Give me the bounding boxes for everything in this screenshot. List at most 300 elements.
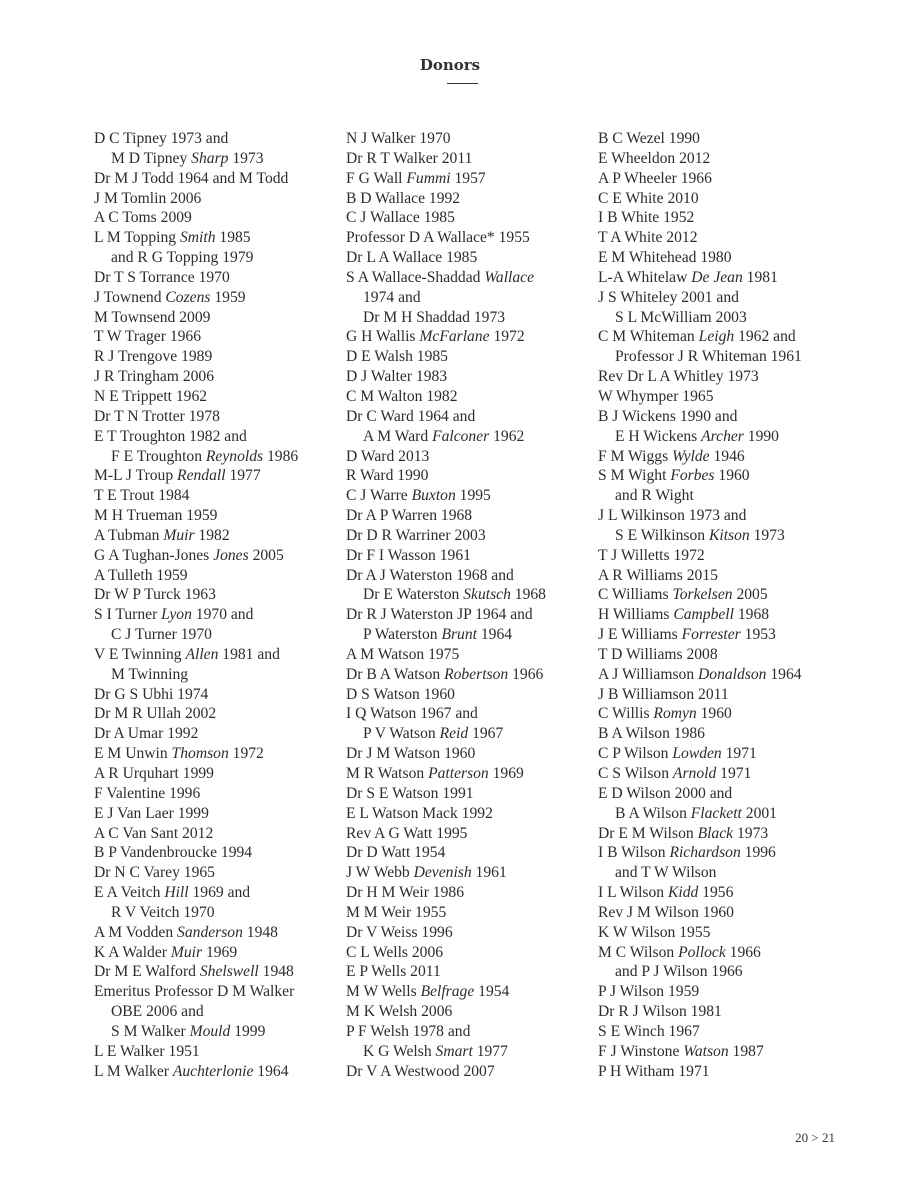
donor-entry bbox=[598, 645, 802, 665]
maiden-name: Brunt bbox=[441, 626, 477, 644]
donor-text: J R Tringham 2006 bbox=[94, 368, 215, 386]
donor-entry bbox=[94, 784, 298, 804]
donor-text: E H Wickens bbox=[615, 427, 702, 445]
donor-entry bbox=[346, 407, 546, 427]
maiden-name: Muir bbox=[170, 943, 203, 961]
maiden-name: Richardson bbox=[669, 844, 741, 862]
donor-text: 1969 bbox=[488, 765, 524, 782]
maiden-name: Robertson bbox=[444, 665, 509, 683]
donor-text: 1987 bbox=[728, 1042, 764, 1060]
donor-text: 1995 bbox=[455, 487, 491, 505]
donor-entry bbox=[598, 724, 802, 744]
donor-entry bbox=[346, 704, 546, 724]
donor-text: M Townsend 2009 bbox=[94, 308, 211, 326]
donor-text: Dr E M Wilson bbox=[598, 824, 698, 842]
donor-text: C J Warre bbox=[346, 487, 412, 505]
donor-text: 1981 bbox=[742, 268, 778, 286]
donor-text: T W Trager 1966 bbox=[94, 328, 202, 346]
maiden-name: De Jean bbox=[691, 268, 743, 286]
donor-text: S E Winch 1967 bbox=[598, 1022, 700, 1040]
donor-entry bbox=[94, 129, 298, 149]
donor-entry bbox=[598, 248, 802, 268]
donor-text: A P Wheeler 1966 bbox=[598, 169, 712, 187]
donor-text: T D Williams 2008 bbox=[598, 645, 718, 663]
donor-column-2 bbox=[346, 129, 546, 1082]
donor-text: M H Trueman 1959 bbox=[94, 507, 218, 525]
page-title: Donors bbox=[419, 56, 481, 74]
donor-entry bbox=[598, 843, 802, 863]
donor-text: 1962 bbox=[489, 427, 525, 445]
maiden-name: Devenish bbox=[413, 864, 472, 882]
donor-entry bbox=[94, 605, 298, 625]
donor-text: B P Vandenbroucke 1994 bbox=[94, 844, 253, 862]
donor-entry bbox=[94, 625, 298, 645]
donor-entry bbox=[346, 129, 546, 149]
donor-text: S A Wallace-Shaddad bbox=[346, 268, 485, 286]
donor-text: T J Willetts 1972 bbox=[598, 546, 705, 564]
donor-entry bbox=[346, 665, 546, 685]
donor-text: Dr M H Shaddad 1973 bbox=[363, 308, 506, 326]
donor-entry bbox=[94, 407, 298, 427]
donor-column-3 bbox=[598, 129, 802, 1082]
donor-entry bbox=[346, 308, 546, 328]
donor-text: Dr V Weiss 1996 bbox=[346, 923, 453, 941]
donor-entry bbox=[346, 923, 546, 943]
donor-entry bbox=[346, 169, 546, 189]
donor-entry bbox=[94, 824, 298, 844]
donor-entry bbox=[94, 704, 298, 724]
donor-entry bbox=[94, 1022, 298, 1042]
donor-entry bbox=[94, 863, 298, 883]
donor-text: A M Ward bbox=[363, 427, 433, 445]
donor-text: 1973 bbox=[733, 824, 769, 842]
donor-text: P V Watson bbox=[363, 725, 440, 743]
donor-text: Dr D Watt 1954 bbox=[346, 844, 446, 862]
donor-entry bbox=[94, 208, 298, 228]
donor-text: I B White 1952 bbox=[598, 209, 695, 227]
maiden-name: Kidd bbox=[667, 884, 699, 902]
donor-text: A C Toms 2009 bbox=[94, 209, 192, 227]
donor-text: C L Wells 2006 bbox=[346, 943, 444, 961]
donor-entry bbox=[598, 605, 802, 625]
donor-text: M M Weir 1955 bbox=[346, 903, 447, 921]
donor-entry bbox=[94, 645, 298, 665]
donor-entry bbox=[598, 427, 802, 447]
maiden-name: Falconer bbox=[432, 427, 490, 445]
donor-entry bbox=[598, 585, 802, 605]
donor-entry bbox=[94, 149, 298, 169]
donor-entry bbox=[346, 804, 546, 824]
donor-text: Dr T S Torrance 1970 bbox=[94, 268, 230, 286]
donor-entry bbox=[598, 466, 802, 486]
donor-text: Rev A G Watt 1995 bbox=[346, 824, 468, 842]
donor-text: C J Turner 1970 bbox=[111, 626, 212, 644]
donor-text: M-L J Troup bbox=[94, 467, 178, 485]
donor-text: 1972 bbox=[228, 745, 264, 763]
donor-text: 1981 and bbox=[218, 645, 280, 663]
donor-text: 1964 bbox=[253, 1062, 289, 1080]
donor-entry bbox=[346, 327, 546, 347]
donor-entry bbox=[94, 665, 298, 685]
donor-text: D J Walter 1983 bbox=[346, 368, 448, 386]
donor-text: I Q Watson 1967 and bbox=[346, 705, 478, 723]
donor-text: K W Wilson 1955 bbox=[598, 923, 711, 941]
donor-entry bbox=[94, 228, 298, 248]
donor-entry bbox=[346, 883, 546, 903]
donor-column-1 bbox=[94, 129, 298, 1082]
donor-text: M C Wilson bbox=[598, 943, 679, 961]
donor-entry bbox=[598, 1022, 802, 1042]
donor-entry bbox=[598, 883, 802, 903]
donor-text: 1968 bbox=[510, 586, 546, 604]
donor-text: M K Welsh 2006 bbox=[346, 1003, 453, 1021]
donor-entry bbox=[346, 248, 546, 268]
donor-text: 1977 bbox=[225, 467, 261, 485]
donor-text: A Tubman bbox=[94, 526, 164, 544]
donor-entry bbox=[94, 308, 298, 328]
donor-text: 1969 bbox=[202, 943, 238, 961]
donor-entry bbox=[346, 843, 546, 863]
donor-entry bbox=[94, 248, 298, 268]
donor-text: E J Van Laer 1999 bbox=[94, 804, 209, 822]
donor-entry bbox=[94, 427, 298, 447]
donor-text: 1971 bbox=[716, 765, 752, 782]
donor-text: R J Trengove 1989 bbox=[94, 348, 213, 366]
maiden-name: Belfrage bbox=[420, 983, 475, 1001]
donor-entry bbox=[346, 645, 546, 665]
donor-text: 1999 bbox=[230, 1022, 266, 1040]
title-underline bbox=[447, 83, 478, 84]
donor-entry bbox=[346, 208, 546, 228]
maiden-name: Sanderson bbox=[177, 923, 243, 941]
donor-text: E M Whitehead 1980 bbox=[598, 249, 732, 267]
donor-text: F E Troughton bbox=[111, 447, 206, 465]
donor-text: Dr L A Wallace 1985 bbox=[346, 249, 478, 267]
donor-text: R V Veitch 1970 bbox=[111, 903, 215, 921]
donor-entry bbox=[346, 268, 546, 288]
donor-entry bbox=[346, 288, 546, 308]
donor-entry bbox=[346, 685, 546, 705]
donor-entry bbox=[94, 724, 298, 744]
donor-entry bbox=[598, 308, 802, 328]
donor-text: 1948 bbox=[242, 923, 278, 941]
donor-entry bbox=[94, 585, 298, 605]
donor-text: C P Wilson bbox=[598, 745, 673, 763]
donor-text: E M Unwin bbox=[94, 745, 172, 763]
donor-text: Dr R T Walker 2011 bbox=[346, 149, 473, 167]
donor-entry bbox=[94, 327, 298, 347]
donor-entry bbox=[598, 943, 802, 963]
donor-text: G H Wallis bbox=[346, 328, 420, 346]
donor-entry bbox=[346, 387, 546, 407]
maiden-name: Reynolds bbox=[205, 447, 264, 465]
donor-entry bbox=[598, 804, 802, 824]
donor-text: 1986 bbox=[263, 447, 299, 465]
maiden-name: Donaldson bbox=[698, 665, 767, 683]
donor-entry bbox=[346, 784, 546, 804]
donor-text: Dr C Ward 1964 and bbox=[346, 407, 476, 425]
maiden-name: Kitson bbox=[708, 526, 750, 544]
donor-entry bbox=[94, 903, 298, 923]
donor-entry bbox=[598, 1002, 802, 1022]
donor-entry bbox=[346, 347, 546, 367]
donor-text: B A Wilson bbox=[615, 804, 691, 822]
donor-text: Dr J M Watson 1960 bbox=[346, 745, 476, 763]
donor-text: 1964 bbox=[476, 626, 513, 644]
donor-text: P F Welsh 1978 and bbox=[346, 1022, 471, 1040]
maiden-name: Campbell bbox=[673, 606, 734, 624]
donor-entry bbox=[346, 962, 546, 982]
donor-text: Dr M J Todd 1964 and M Todd bbox=[94, 169, 289, 187]
donor-text: A Tulleth 1959 bbox=[94, 566, 188, 584]
donor-text: Dr M E Walford bbox=[94, 963, 200, 981]
donor-entry bbox=[598, 824, 802, 844]
donor-entry bbox=[346, 625, 546, 645]
donor-entry bbox=[598, 228, 802, 248]
donor-entry bbox=[346, 447, 546, 467]
donor-entry bbox=[346, 506, 546, 526]
donor-entry bbox=[94, 1062, 298, 1082]
donor-text: K G Welsh bbox=[363, 1042, 436, 1060]
donor-text: D Ward 2013 bbox=[346, 447, 430, 465]
donor-text: 1960 bbox=[696, 705, 732, 723]
maiden-name: Shelswell bbox=[199, 963, 259, 981]
donor-entry bbox=[346, 546, 546, 566]
donor-text: 1959 bbox=[210, 288, 246, 306]
page-number: 20 > 21 bbox=[795, 1130, 835, 1145]
donor-text: 1971 bbox=[721, 745, 757, 763]
donor-text: 2005 bbox=[248, 546, 284, 564]
donor-text: Dr N C Varey 1965 bbox=[94, 864, 215, 882]
donor-entry bbox=[598, 863, 802, 883]
donor-text: Professor J R Whiteman 1961 bbox=[615, 348, 802, 366]
donor-text: A M Vodden bbox=[94, 923, 178, 941]
donor-text: Dr T N Trotter 1978 bbox=[94, 407, 220, 425]
maiden-name: Archer bbox=[701, 427, 744, 445]
maiden-name: Smith bbox=[179, 229, 216, 247]
donor-entry bbox=[346, 903, 546, 923]
donor-entry bbox=[598, 784, 802, 804]
maiden-name: Cozens bbox=[165, 288, 211, 306]
donor-text: W Whymper 1965 bbox=[598, 387, 714, 405]
maiden-name: Black bbox=[697, 824, 734, 842]
donor-text: E Wheeldon 2012 bbox=[598, 149, 711, 167]
donor-entry bbox=[94, 367, 298, 387]
maiden-name: Skutsch bbox=[463, 586, 511, 604]
donor-text: C J Wallace 1985 bbox=[346, 209, 455, 227]
donor-entry bbox=[346, 566, 546, 586]
donor-text: F M Wiggs bbox=[598, 447, 673, 465]
donor-text: F G Wall bbox=[346, 169, 407, 187]
donor-text: Rev Dr L A Whitley 1973 bbox=[598, 368, 759, 386]
donor-entry bbox=[598, 923, 802, 943]
donor-entry bbox=[598, 486, 802, 506]
maiden-name: Forbes bbox=[670, 467, 715, 485]
donor-text: Dr V A Westwood 2007 bbox=[346, 1062, 495, 1080]
donor-text: B A Wilson 1986 bbox=[598, 725, 705, 743]
donor-text: M Twinning bbox=[111, 665, 189, 683]
donor-text: J E Williams bbox=[598, 626, 682, 644]
donor-text: 1946 bbox=[709, 447, 745, 465]
donor-text: T E Trout 1984 bbox=[94, 487, 190, 505]
donor-entry bbox=[94, 685, 298, 705]
donor-text: Dr A Umar 1992 bbox=[94, 725, 199, 743]
donor-entry bbox=[94, 526, 298, 546]
donor-text: Dr R J Waterston JP 1964 and bbox=[346, 606, 533, 624]
donor-entry bbox=[346, 1042, 546, 1062]
donor-entry bbox=[598, 685, 802, 705]
donor-text: E L Watson Mack 1992 bbox=[346, 804, 493, 822]
donor-entry bbox=[598, 367, 802, 387]
donor-text: P J Wilson 1959 bbox=[598, 983, 700, 1001]
donor-text: S M Wight bbox=[598, 467, 671, 485]
donor-entry bbox=[346, 585, 546, 605]
donor-text: Dr H M Weir 1986 bbox=[346, 884, 464, 902]
donor-entry bbox=[94, 268, 298, 288]
donor-entry bbox=[94, 1042, 298, 1062]
donor-text: Dr E Waterston bbox=[363, 586, 464, 604]
donor-text: 1953 bbox=[740, 626, 776, 644]
donor-entry bbox=[598, 506, 802, 526]
donor-entry bbox=[598, 149, 802, 169]
donor-entry bbox=[346, 427, 546, 447]
donor-entry bbox=[94, 883, 298, 903]
donor-text: I B Wilson bbox=[598, 844, 670, 862]
maiden-name: Buxton bbox=[411, 487, 456, 505]
donor-text: 1969 and bbox=[188, 884, 251, 902]
donor-entry bbox=[598, 407, 802, 427]
donor-entry bbox=[94, 923, 298, 943]
donor-entry bbox=[94, 943, 298, 963]
maiden-name: Torkelsen bbox=[672, 586, 733, 604]
donor-text: J S Whiteley 2001 and bbox=[598, 288, 739, 306]
donor-text: C Williams bbox=[598, 586, 673, 604]
maiden-name: Mould bbox=[189, 1022, 231, 1040]
donor-text: Dr G S Ubhi 1974 bbox=[94, 685, 209, 703]
donor-entry bbox=[346, 466, 546, 486]
donor-text: 1967 bbox=[468, 725, 504, 743]
maiden-name: Jones bbox=[213, 546, 249, 564]
donor-entry bbox=[94, 347, 298, 367]
donor-text: 1948 bbox=[258, 963, 294, 981]
donor-text: A M Watson 1975 bbox=[346, 645, 460, 663]
donor-text: P Waterston bbox=[363, 626, 442, 644]
donor-entry bbox=[346, 744, 546, 764]
donor-entry bbox=[598, 704, 802, 724]
donor-text: L E Walker 1951 bbox=[94, 1042, 200, 1060]
donor-entry bbox=[346, 943, 546, 963]
maiden-name: Pollock bbox=[678, 943, 726, 961]
donor-entry bbox=[598, 1062, 802, 1082]
donor-text: Dr W P Turck 1963 bbox=[94, 586, 216, 604]
donor-text: R Ward 1990 bbox=[346, 467, 429, 485]
donor-entry bbox=[346, 149, 546, 169]
donor-text: 1972 bbox=[489, 328, 525, 346]
maiden-name: Lyon bbox=[161, 606, 192, 624]
donor-text: and R G Topping 1979 bbox=[111, 249, 254, 267]
donor-entry bbox=[94, 764, 298, 784]
donor-entry bbox=[94, 804, 298, 824]
donor-entry bbox=[346, 526, 546, 546]
donor-text: D S Watson 1960 bbox=[346, 685, 455, 703]
donor-entry bbox=[598, 962, 802, 982]
donor-text: A J Williamson bbox=[598, 665, 699, 683]
maiden-name: Flackett bbox=[690, 804, 742, 822]
donor-text: C E White 2010 bbox=[598, 189, 699, 207]
donor-text: Dr M R Ullah 2002 bbox=[94, 705, 217, 723]
donor-text: B C Wezel 1990 bbox=[598, 130, 700, 147]
donor-entry bbox=[94, 447, 298, 467]
donor-entry bbox=[94, 546, 298, 566]
maiden-name: McFarlane bbox=[419, 328, 490, 346]
donor-text: G A Tughan-Jones bbox=[94, 546, 214, 564]
donor-text: N E Trippett 1962 bbox=[94, 387, 208, 405]
donor-entry bbox=[346, 824, 546, 844]
donor-entry bbox=[94, 506, 298, 526]
donor-text: H Williams bbox=[598, 606, 674, 624]
donor-text: A R Williams 2015 bbox=[598, 566, 718, 584]
donor-entry bbox=[346, 605, 546, 625]
donor-text: Dr B A Watson bbox=[346, 665, 445, 683]
donor-text: Rev J M Wilson 1960 bbox=[598, 903, 734, 921]
maiden-name: Reid bbox=[439, 725, 469, 743]
donor-entry bbox=[598, 169, 802, 189]
donor-text: Dr F I Wasson 1961 bbox=[346, 546, 471, 564]
donor-entry bbox=[94, 387, 298, 407]
donor-text: and T W Wilson bbox=[615, 864, 717, 882]
maiden-name: Rendall bbox=[177, 467, 226, 485]
donor-entry bbox=[598, 982, 802, 1002]
maiden-name: Forrester bbox=[681, 626, 741, 644]
donor-text: 2005 bbox=[732, 586, 768, 604]
donor-text: 1970 and bbox=[191, 606, 254, 624]
donor-text: S M Walker bbox=[111, 1022, 190, 1040]
maiden-name: Sharp bbox=[191, 149, 229, 167]
maiden-name: Smart bbox=[435, 1042, 473, 1060]
donor-entry bbox=[346, 1062, 546, 1082]
donor-entry bbox=[598, 447, 802, 467]
maiden-name: Leigh bbox=[698, 328, 735, 346]
maiden-name: Patterson bbox=[428, 765, 489, 782]
donor-text: E T Troughton 1982 and bbox=[94, 427, 247, 445]
donor-text: T A White 2012 bbox=[598, 229, 698, 247]
donor-entry bbox=[94, 982, 298, 1002]
donor-entry bbox=[94, 1002, 298, 1022]
donor-text: E P Wells 2011 bbox=[346, 963, 441, 981]
maiden-name: Watson bbox=[683, 1042, 729, 1060]
donor-entry bbox=[346, 228, 546, 248]
donor-text: A R Urquhart 1999 bbox=[94, 765, 214, 782]
maiden-name: Wylde bbox=[672, 447, 710, 465]
donor-text: F Valentine 1996 bbox=[94, 784, 201, 802]
donor-entry bbox=[598, 1042, 802, 1062]
maiden-name: Muir bbox=[163, 526, 195, 544]
donor-entry bbox=[598, 288, 802, 308]
donor-text: L M Walker bbox=[94, 1062, 173, 1080]
donor-text: 1954 bbox=[474, 983, 510, 1001]
donor-entry bbox=[346, 189, 546, 209]
donor-text: D C Tipney 1973 and bbox=[94, 130, 229, 147]
donor-entry bbox=[94, 288, 298, 308]
donor-text: J L Wilkinson 1973 and bbox=[598, 507, 747, 525]
donor-text: B D Wallace 1992 bbox=[346, 189, 461, 207]
donor-text: 1977 bbox=[472, 1042, 508, 1060]
donor-text: 1964 bbox=[766, 665, 802, 683]
donor-entry bbox=[598, 566, 802, 586]
donor-entry bbox=[598, 189, 802, 209]
maiden-name: Arnold bbox=[672, 765, 717, 782]
donor-text: 1973 bbox=[749, 526, 785, 544]
